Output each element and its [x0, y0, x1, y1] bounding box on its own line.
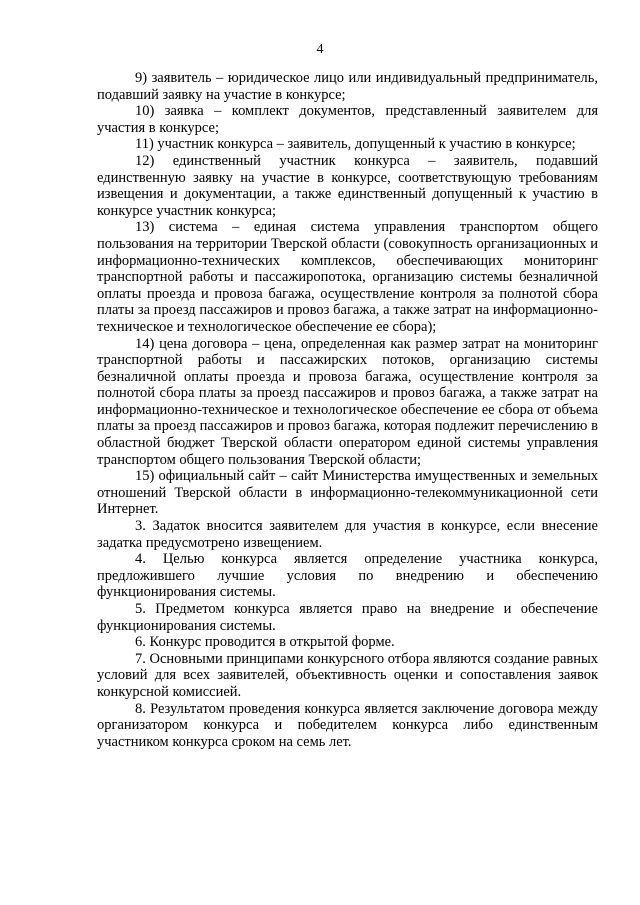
- paragraph-clause-5: 5. Предметом конкурса является право на внедрение и обеспечение функционирования системы.: [97, 601, 598, 634]
- paragraph-clause-7: 7. Основными принципами конкурсного отбора являются создание равных условий для всех заявителей, объективность оценки и сопоставления заявок конкурсной комиссией.: [97, 650, 598, 700]
- page-number: 4: [316, 42, 324, 57]
- paragraph-definition-10: 10) заявка – комплект документов, представленный заявителем для участия в конкурсе;: [97, 103, 598, 136]
- paragraph-definition-14: 14) цена договора – цена, определенная как размер затрат на мониторинг транспортной работы и пассажирских потоков, организацию системы безналичной оплаты проезда и провоза багажа, осуществление контроля за полнотой сбора платы за проезд пассажиров и провоз багажа, а также затрат на информационно-техническое и технологическое обеспечение ее сбора от объема платы за проезд пассажиров и провоз багажа, которая подлежит перечислению в областной бюджет Тверской области оператором единой системы управления транспортом общего пользования Тверской области;: [97, 335, 598, 468]
- paragraph-definition-9: 9) заявитель – юридическое лицо или индивидуальный предприниматель, подавший заявку на участие в конкурсе;: [97, 70, 598, 103]
- paragraph-definition-15: 15) официальный сайт – сайт Министерства имущественных и земельных отношений Тверской области в информационно-телекоммуникационной сети Интернет.: [97, 468, 598, 518]
- paragraph-definition-12: 12) единственный участник конкурса – заявитель, подавший единственную заявку на участие в конкурсе, соответствующую требованиям извещения и документации, а также единственный допущенный к участию в конкурсе участник конкурса;: [97, 152, 598, 219]
- paragraph-clause-8: 8. Результатом проведения конкурса является заключение договора между организатором конкурса и победителем конкурса либо единственным участником конкурса сроком на семь лет.: [97, 700, 598, 750]
- paragraph-clause-3: 3. Задаток вносится заявителем для участия в конкурсе, если внесение задатка предусмотрено извещением.: [97, 518, 598, 551]
- paragraph-clause-6: 6. Конкурс проводится в открытой форме.: [135, 634, 395, 651]
- paragraph-definition-13: 13) система – единая система управления транспортом общего пользования на территории Тверской области (совокупность организационных и информационно-технических комплексов, обеспечивающих мониторинг транспортной работы и пассажиропотока, организацию системы безналичной оплаты проезда и провоза багажа, осуществление контроля за полнотой сбора платы за проезд пассажиров и провоз багажа, а также затрат на информационно-техническое и технологическое обеспечение ее сбора);: [97, 219, 598, 335]
- document-body: [97, 70, 598, 750]
- paragraph-clause-4: 4. Целью конкурса является определение участника конкурса, предложившего лучшие условия по внедрению и обеспечению функционирования системы.: [97, 551, 598, 601]
- paragraph-definition-11: 11) участник конкурса – заявитель, допущенный к участию в конкурсе;: [135, 136, 576, 153]
